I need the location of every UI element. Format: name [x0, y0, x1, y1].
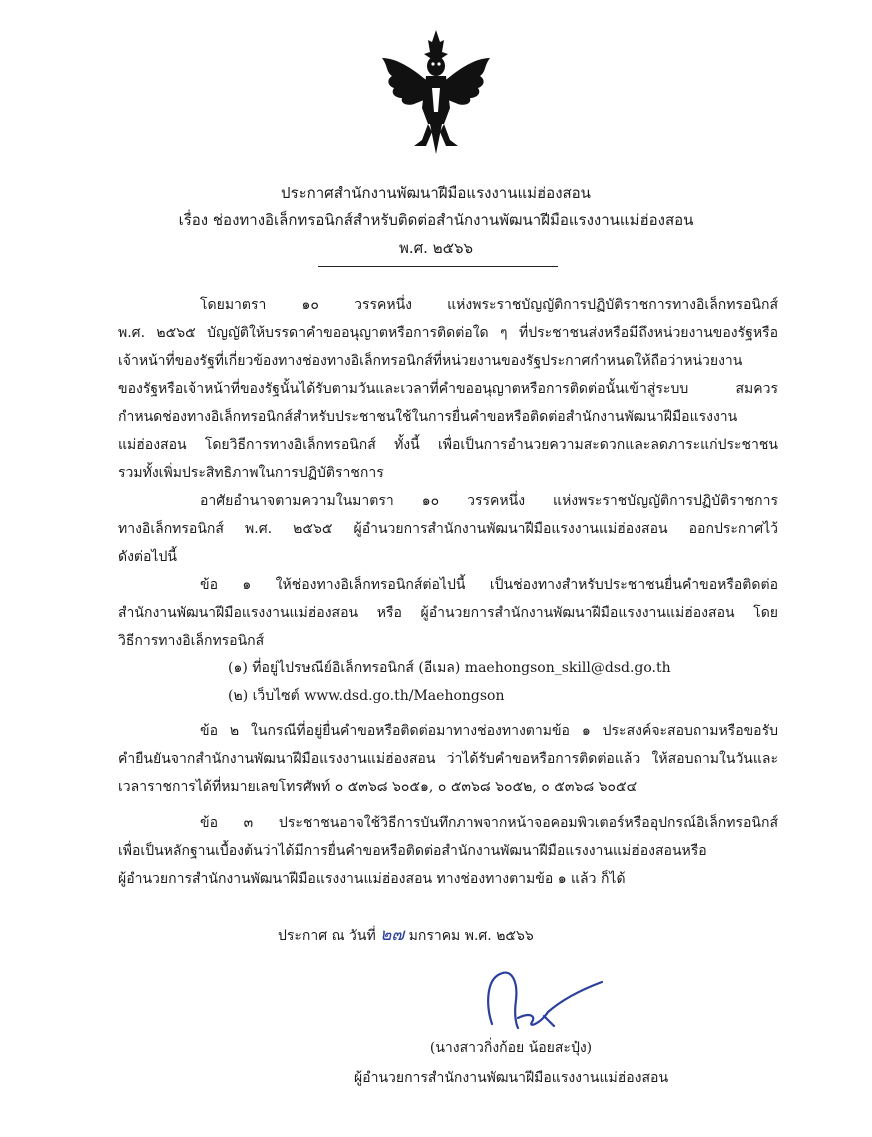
announcement-title: ประกาศสำนักงานพัฒนาฝีมือแรงงานแม่ฮ่องสอน — [281, 184, 591, 202]
channel-email: (๑) ที่อยู่ไปรษณีย์อิเล็กทรอนิกส์ (อีเมล) maehongson_skill@dsd.go.th — [228, 660, 671, 676]
paragraph-line: กำหนดช่องทางอิเล็กทรอนิกส์สำหรับประชาชนใช้ในการยื่นคำขอหรือติดต่อสำนักงานพัฒนาฝีมือแรงงาน — [118, 409, 738, 425]
paragraph-clause-2 — [118, 717, 778, 801]
paragraph-clause-3 — [118, 809, 778, 893]
paragraph-line: ของรัฐหรือเจ้าหน้าที่ของรัฐนั้นได้รับตามวันและเวลาที่คำขออนุญาตหรือการติดต่อนั้นเข้าสู่ระบบ สมควร — [118, 381, 778, 397]
paragraph-line: ดังต่อไปนี้ — [118, 549, 177, 565]
paragraph-preamble — [118, 291, 778, 487]
date-prefix: ประกาศ ณ วันที่ — [278, 928, 376, 944]
title-divider — [318, 266, 558, 267]
date-suffix: มกราคม พ.ศ. ๒๕๖๖ — [408, 928, 534, 944]
paragraph-clause-1 — [118, 571, 778, 655]
paragraph-line: ข้อ ๒ ในกรณีที่อยู่ยื่นคำขอหรือติดต่อมาทางช่องทางตามข้อ ๑ ประสงค์จะสอบถามหรือขอรับ — [200, 723, 778, 739]
signature-icon — [478, 966, 618, 1036]
paragraph-line: รวมทั้งเพิ่มประสิทธิภาพในการปฏิบัติราชการ — [118, 465, 384, 481]
signer-position: ผู้อำนวยการสำนักงานพัฒนาฝีมือแรงงานแม่ฮ่องสอน — [353, 1070, 669, 1086]
paragraph-line: ทางอิเล็กทรอนิกส์ พ.ศ. ๒๕๖๕ ผู้อำนวยการสำนักงานพัฒนาฝีมือแรงงานแม่ฮ่องสอน ออกประกาศไว้ — [118, 521, 778, 537]
paragraph-authority — [118, 487, 778, 571]
paragraph-line: เจ้าหน้าที่ของรัฐที่เกี่ยวข้องทางช่องทางอิเล็กทรอนิกส์ที่หน่วยงานของรัฐประกาศกำหนดให้ถือว่าหน่วยงาน — [118, 353, 743, 369]
paragraph-line: วิธีการทางอิเล็กทรอนิกส์ — [118, 633, 265, 649]
channel-website: (๒) เว็บไซต์ www.dsd.go.th/Maehongson — [228, 688, 505, 704]
paragraph-line: เวลาราชการได้ที่หมายเลขโทรศัพท์ ๐ ๕๓๖๘ ๖๐๕๑, ๐ ๕๓๖๘ ๖๐๕๒, ๐ ๕๓๖๘ ๖๐๕๔ — [118, 779, 638, 795]
paragraph-line: ข้อ ๓ ประชาชนอาจใช้วิธีการบันทึกภาพจากหน้าจอคอมพิวเตอร์หรืออุปกรณ์อิเล็กทรอนิกส์ — [200, 815, 778, 831]
announcement-subject: เรื่อง ช่องทางอิเล็กทรอนิกส์สำหรับติดต่อสำนักงานพัฒนาฝีมือแรงงานแม่ฮ่องสอน — [178, 211, 694, 229]
paragraph-line: แม่ฮ่องสอน โดยวิธีการทางอิเล็กทรอนิกส์ ทั้งนี้ เพื่อเป็นการอำนวยความสะดวกและลดภาระแก่ประชาชน — [118, 437, 778, 453]
signer-name: (นางสาวกิ่งก้อย น้อยสะปุ๋ง) — [429, 1040, 593, 1056]
paragraph-line: อาศัยอำนาจตามความในมาตรา ๑๐ วรรคหนึ่ง แห่งพระราชบัญญัติการปฏิบัติราชการ — [200, 493, 778, 509]
announcement-year: พ.ศ. ๒๕๖๖ — [399, 239, 473, 257]
paragraph-line: สำนักงานพัฒนาฝีมือแรงงานแม่ฮ่องสอน หรือ ผู้อำนวยการสำนักงานพัฒนาฝีมือแรงงานแม่ฮ่องสอน โดย — [118, 605, 778, 621]
handwritten-day: ๒๗ — [380, 925, 405, 945]
paragraph-line: ผู้อำนวยการสำนักงานพัฒนาฝีมือแรงงานแม่ฮ่องสอน ทางช่องทางตามข้อ ๑ แล้ว ก็ได้ — [118, 871, 626, 887]
paragraph-line: พ.ศ. ๒๕๖๕ บัญญัติให้บรรดาคำขออนุญาตหรือการติดต่อใด ๆ ที่ประชาชนส่งหรือมีถึงหน่วยงานของรัฐหรือ — [118, 325, 778, 341]
paragraph-line: โดยมาตรา ๑๐ วรรคหนึ่ง แห่งพระราชบัญญัติการปฏิบัติราชการทางอิเล็กทรอนิกส์ — [200, 297, 778, 313]
announcement-date — [278, 921, 534, 948]
garuda-emblem-icon — [378, 28, 494, 156]
paragraph-line: เพื่อเป็นหลักฐานเบื้องต้นว่าได้มีการยื่นคำขอหรือติดต่อสำนักงานพัฒนาฝีมือแรงงานแม่ฮ่องสอนหรือ — [118, 843, 707, 859]
paragraph-line: ข้อ ๑ ให้ช่องทางอิเล็กทรอนิกส์ต่อไปนี้ เป็นช่องทางสำหรับประชาชนยื่นคำขอหรือติดต่อ — [200, 577, 778, 593]
paragraph-line: คำยืนยันจากสำนักงานพัฒนาฝีมือแรงงานแม่ฮ่องสอน ว่าได้รับคำขอหรือการติดต่อแล้ว ให้สอบถามในวันและ — [118, 751, 778, 767]
